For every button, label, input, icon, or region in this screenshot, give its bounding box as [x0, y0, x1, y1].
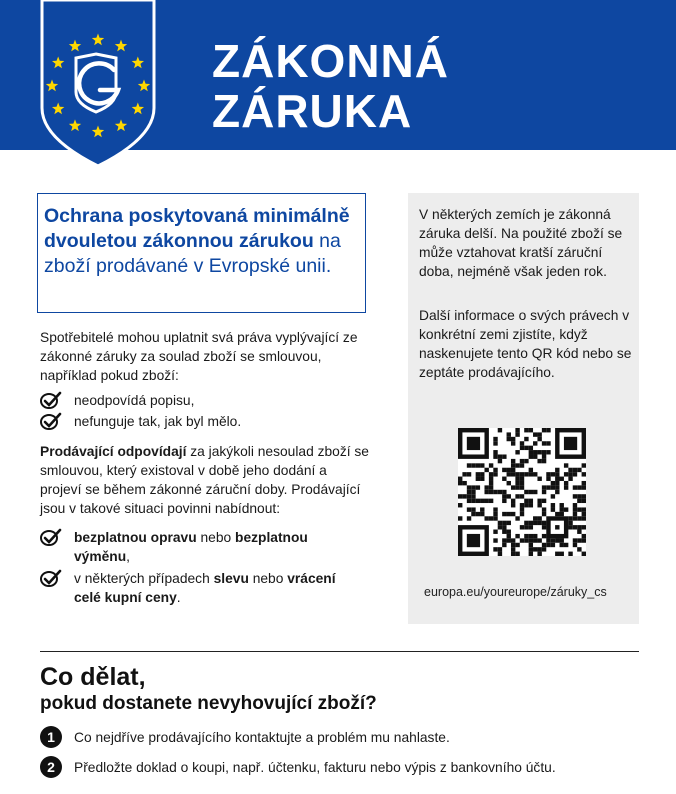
- europa-link[interactable]: europa.eu/youreurope/záruky_cs: [424, 585, 607, 599]
- seller-option: [40, 569, 360, 607]
- option-or: nebo: [248, 571, 288, 586]
- rights-paragraph: Spotřebitelé mohou uplatnit svá práva vyplývající ze zákonné záruky za soulad zboží se smlouvou, například pokud zboží:: [40, 330, 358, 383]
- intro-normal-text: na zboží prodávané v Evropské unii.: [44, 230, 341, 277]
- rights-item-label: neodpovídá popisu,: [74, 393, 195, 408]
- rights-item: [40, 391, 360, 410]
- step-text: Co nejdříve prodávajícího kontaktujte a problém mu nahlaste.: [74, 729, 450, 745]
- seller-normal-text: za jakýkoli nesoulad zboží se smlouvou, který existoval v době jeho dodání a projeví se během zákonné záruční doby. Prodávající jsou v takové situaci povinni nabídnout:: [40, 444, 369, 516]
- page-title: [212, 36, 449, 136]
- check-shield-icon: [40, 528, 62, 547]
- rights-item-label: nefunguje tak, jak byl mělo.: [74, 414, 242, 429]
- steps-heading: Co dělat,: [40, 663, 146, 691]
- seller-option-label: [74, 569, 360, 607]
- option-refund: vrácení celé kupní ceny: [74, 571, 336, 605]
- option-discount: slevu: [213, 571, 249, 586]
- step-text: Předložte doklad o koupi, např. účtenku, fakturu nebo výpis z bankovního účtu.: [74, 759, 556, 775]
- steps-subheading: pokud dostanete nevyhovující zboží?: [40, 693, 377, 714]
- sidebar-paragraph-1: V některých zemích je zákonná záruka delší. Na použité zboží se může vztahovat kratší záruční doba, nejméně však jeden rok.: [419, 207, 623, 279]
- option-repair: bezplatnou opravu: [74, 530, 197, 545]
- title-line-1: ZÁKONNÁ: [212, 35, 449, 87]
- rights-item: [40, 412, 360, 431]
- sidebar-paragraph-2: Další informace o svých právech v konkrétní zemi zjistíte, když naskenujete tento QR kód nebo se zeptáte prodávajícího.: [419, 308, 632, 380]
- seller-paragraph: [40, 442, 370, 518]
- seller-option: [40, 528, 360, 566]
- eu-guarantee-shield-icon: [38, 0, 158, 168]
- title-line-2: ZÁRUKA: [212, 85, 413, 137]
- option-replacement: bezplatnou výměnu: [74, 530, 308, 564]
- intro-bold-text: Ochrana poskytovaná minimálně dvouletou zákonnou zárukou: [44, 205, 350, 252]
- step-item: [40, 756, 556, 778]
- section-divider: [40, 651, 639, 652]
- check-shield-icon: [40, 391, 62, 410]
- check-shield-icon: [40, 412, 62, 431]
- option-end: ,: [126, 549, 130, 564]
- seller-bold-text: Prodávající odpovídají: [40, 444, 187, 459]
- step-number: 2: [40, 756, 62, 778]
- option-or: nebo: [196, 530, 236, 545]
- step-item: [40, 726, 450, 748]
- seller-option-label: [74, 528, 360, 566]
- check-shield-icon: [40, 569, 62, 588]
- intro-box: [37, 193, 366, 313]
- qr-code[interactable]: [458, 428, 586, 556]
- option-pre: v některých případech: [74, 571, 214, 586]
- step-number: 1: [40, 726, 62, 748]
- option-end: .: [176, 590, 181, 605]
